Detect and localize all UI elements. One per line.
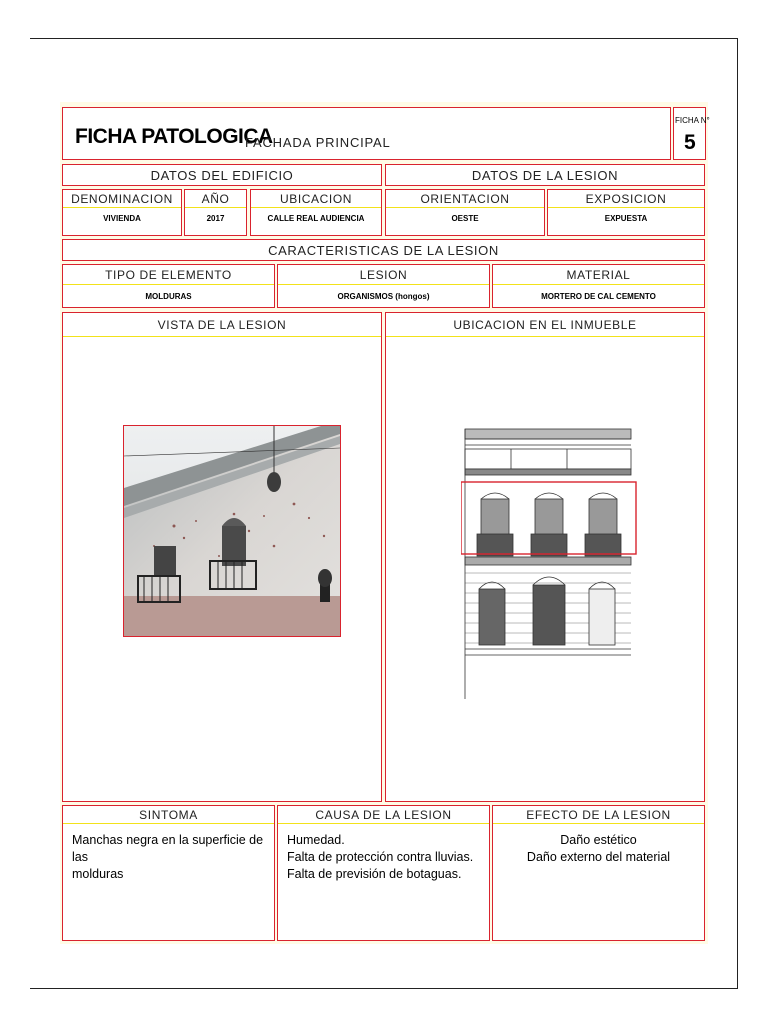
causa-line: Humedad.: [287, 833, 345, 847]
efecto-panel: [492, 805, 705, 941]
page-subtitle: FACHADA PRINCIPAL: [245, 135, 391, 150]
causa-panel: [277, 805, 490, 941]
cell-ubicacion: [250, 189, 382, 236]
efecto-text: [493, 832, 704, 866]
facade-elevation-drawing: [461, 409, 641, 704]
sintoma-label: SINTOMA: [139, 808, 198, 822]
cell-exposicion: [547, 189, 705, 236]
datos-edificio-header: [62, 164, 382, 186]
cell-label: EXPOSICION: [585, 192, 667, 206]
cell-tipo-elemento: [62, 264, 275, 308]
ficha-label: FICHA N°: [675, 116, 710, 125]
cell-value: VIVIENDA: [103, 214, 141, 223]
datos-lesion-label: DATOS DE LA LESION: [471, 168, 619, 183]
right-rule: [737, 38, 738, 988]
top-rule: [30, 38, 738, 39]
cell-lesion: [277, 264, 490, 308]
ubicacion-label: UBICACION EN EL INMUEBLE: [453, 318, 637, 332]
causa-text: [287, 832, 473, 883]
sintoma-text: [72, 832, 274, 883]
ubicacion-panel: [385, 312, 705, 802]
causa-line: Falta de previsión de botaguas.: [287, 867, 462, 881]
ficha-number: 5: [684, 131, 696, 154]
vista-label: VISTA DE LA LESION: [157, 318, 287, 332]
cell-value: OESTE: [451, 214, 479, 223]
causa-label: CAUSA DE LA LESION: [315, 808, 452, 822]
page-title: FICHA PATOLOGICA: [75, 125, 273, 148]
cell-value: 2017: [206, 214, 225, 223]
cell-label: LESION: [359, 268, 408, 282]
cell-orientacion: [385, 189, 545, 236]
cell-value: EXPUESTA: [604, 214, 648, 223]
cell-ano: [184, 189, 247, 236]
cell-value: ORGANISMOS (hongos): [337, 292, 430, 301]
title-box: [62, 107, 671, 160]
cell-label: TIPO DE ELEMENTO: [105, 268, 232, 282]
pathology-sheet: [60, 102, 708, 944]
cell-label: AÑO: [201, 192, 230, 206]
sintoma-line: Manchas negra en la superficie de las: [72, 833, 264, 864]
caracteristicas-label: CARACTERISTICAS DE LA LESION: [268, 243, 499, 258]
sintoma-line: molduras: [72, 867, 124, 881]
cell-label: ORIENTACION: [420, 192, 510, 206]
bottom-rule: [30, 988, 738, 989]
vista-panel: [62, 312, 382, 802]
caracteristicas-header: [62, 239, 705, 261]
efecto-line: Daño externo del material: [526, 850, 671, 864]
cell-material: [492, 264, 705, 308]
datos-lesion-header: [385, 164, 705, 186]
lesion-photo: [123, 425, 341, 637]
cell-label: UBICACION: [279, 192, 353, 206]
cell-label: MATERIAL: [566, 268, 631, 282]
cell-value: MOLDURAS: [145, 292, 192, 301]
sintoma-panel: [62, 805, 275, 941]
causa-line: Falta de protección contra lluvias.: [287, 850, 474, 864]
cell-label: DENOMINACION: [71, 192, 173, 206]
datos-edificio-label: DATOS DEL EDIFICIO: [150, 168, 294, 183]
cell-value: MORTERO DE CAL CEMENTO: [541, 292, 656, 301]
cell-denominacion: [62, 189, 182, 236]
efecto-label: EFECTO DE LA LESION: [526, 808, 671, 822]
cell-value: CALLE REAL AUDIENCIA: [267, 214, 365, 223]
ficha-number-box: [673, 107, 710, 160]
efecto-line: Daño estético: [560, 833, 637, 847]
